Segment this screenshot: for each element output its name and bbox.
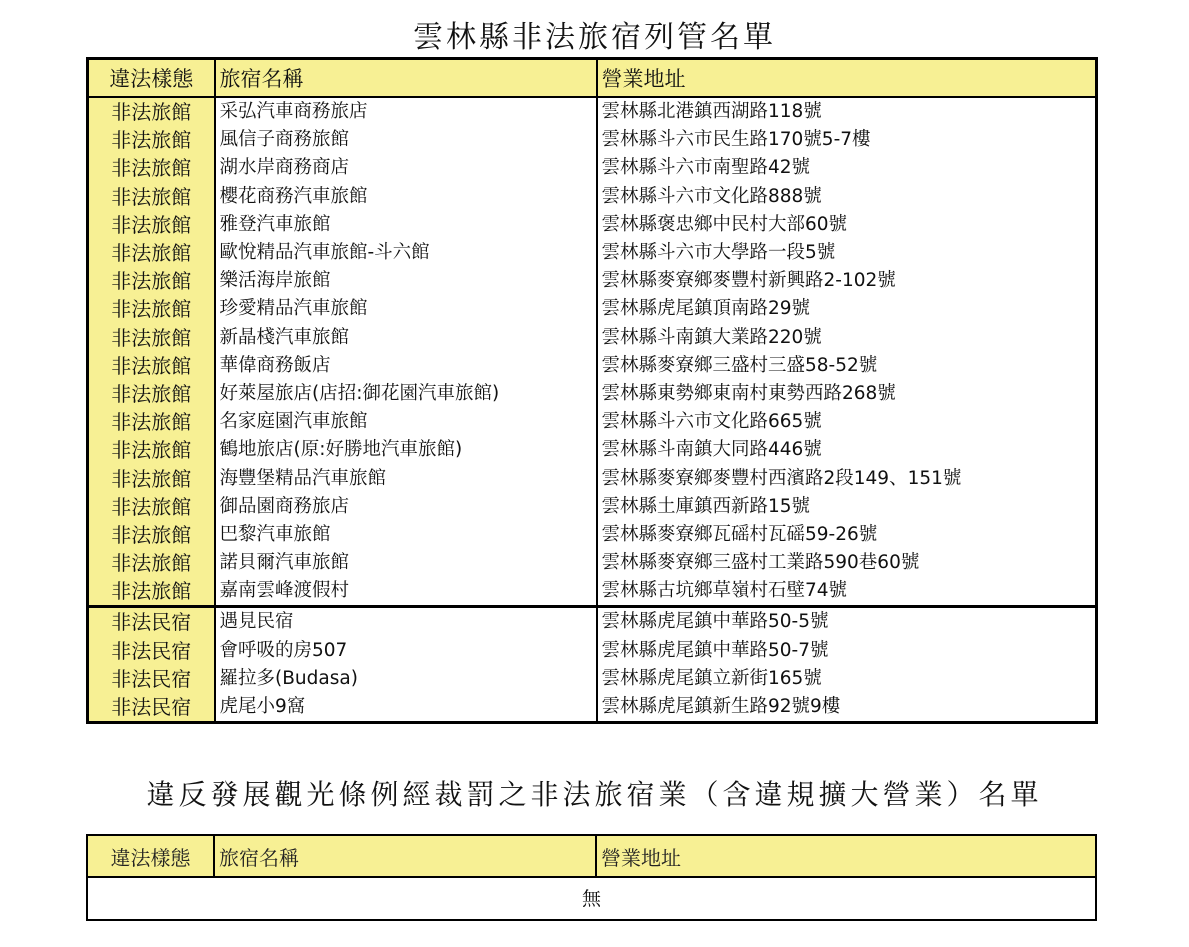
violation-type-cell: 非法旅館 — [88, 380, 215, 408]
address-cell: 雲林縣東勢鄉東南村東勢西路268號 — [597, 380, 1097, 408]
table-row — [88, 493, 1097, 521]
table-row — [87, 877, 1096, 920]
lodging-name-cell: 御品園商務旅店 — [215, 493, 597, 521]
table-header-row — [88, 59, 1097, 98]
lodging-name-cell: 珍愛精品汽車旅館 — [215, 295, 597, 323]
lodging-name-cell: 櫻花商務汽車旅館 — [215, 183, 597, 211]
violation-type-cell: 非法旅館 — [88, 521, 215, 549]
violation-type-cell: 非法旅館 — [88, 493, 215, 521]
violation-type-cell: 非法旅館 — [88, 324, 215, 352]
lodging-name-cell: 風信子商務旅館 — [215, 126, 597, 154]
lodging-name-cell: 樂活海岸旅館 — [215, 267, 597, 295]
table-row — [88, 324, 1097, 352]
lodging-name-cell: 鶴地旅店(原:好勝地汽車旅館) — [215, 436, 597, 464]
address-cell: 雲林縣土庫鎮西新路15號 — [597, 493, 1097, 521]
address-cell: 雲林縣麥寮鄉麥豐村新興路2-102號 — [597, 267, 1097, 295]
address-cell: 雲林縣北港鎮西湖路118號 — [597, 97, 1097, 126]
lodging-name-cell: 嘉南雲峰渡假村 — [215, 577, 597, 607]
violation-type-cell: 非法旅館 — [88, 183, 215, 211]
violation-type-cell: 非法旅館 — [88, 549, 215, 577]
address-cell: 雲林縣古坑鄉草嶺村石壁74號 — [597, 577, 1097, 607]
lodging-name-cell: 會呼吸的房507 — [215, 637, 597, 665]
violation-type-cell: 非法旅館 — [88, 211, 215, 239]
lodging-name-cell: 采弘汽車商務旅店 — [215, 97, 597, 126]
address-cell: 雲林縣斗六市文化路888號 — [597, 183, 1097, 211]
address-cell: 雲林縣虎尾鎮立新街165號 — [597, 665, 1097, 693]
lodging-name-cell: 雅登汽車旅館 — [215, 211, 597, 239]
address-cell: 雲林縣麥寮鄉麥豐村西濱路2段149、151號 — [597, 464, 1097, 492]
address-cell: 雲林縣虎尾鎮新生路92號9樓 — [597, 693, 1097, 723]
table-row — [88, 352, 1097, 380]
table-row — [88, 436, 1097, 464]
violation-type-cell: 非法旅館 — [88, 295, 215, 323]
address-cell: 雲林縣斗南鎮大業路220號 — [597, 324, 1097, 352]
lodging-name-cell: 名家庭園汽車旅館 — [215, 408, 597, 436]
table-header-row — [87, 835, 1096, 877]
lodging-name-cell: 羅拉多(Budasa) — [215, 665, 597, 693]
address-cell: 雲林縣麥寮鄉三盛村三盛58-52號 — [597, 352, 1097, 380]
table-row — [88, 665, 1097, 693]
table-row — [88, 154, 1097, 182]
table-row — [88, 183, 1097, 211]
table-row — [88, 97, 1097, 126]
lodging-name-cell: 巴黎汽車旅館 — [215, 521, 597, 549]
violation-type-cell: 非法旅館 — [88, 267, 215, 295]
violation-type-cell: 非法旅館 — [88, 97, 215, 126]
violation-type-cell: 非法旅館 — [88, 436, 215, 464]
address-cell: 雲林縣斗六市民生路170號5-7樓 — [597, 126, 1097, 154]
lodging-name-cell: 遇見民宿 — [215, 607, 597, 637]
address-cell: 雲林縣麥寮鄉瓦磘村瓦磘59-26號 — [597, 521, 1097, 549]
lodging-name-cell: 諾貝爾汽車旅館 — [215, 549, 597, 577]
table-row — [88, 408, 1097, 436]
lodging-name-cell: 好萊屋旅店(店招:御花園汽車旅館) — [215, 380, 597, 408]
header-lodging-name: 旅宿名稱 — [214, 835, 596, 877]
lodging-name-cell: 湖水岸商務商店 — [215, 154, 597, 182]
address-cell: 雲林縣斗六市文化路665號 — [597, 408, 1097, 436]
violation-type-cell: 非法旅館 — [88, 352, 215, 380]
lodging-name-cell: 虎尾小9窩 — [215, 693, 597, 723]
table-row — [88, 239, 1097, 267]
table-row — [88, 637, 1097, 665]
header-violation-type: 違法樣態 — [88, 59, 215, 98]
table-row — [88, 380, 1097, 408]
table-row — [88, 607, 1097, 637]
header-address: 營業地址 — [597, 59, 1097, 98]
address-cell: 雲林縣斗南鎮大同路446號 — [597, 436, 1097, 464]
violation-type-cell: 非法旅館 — [88, 239, 215, 267]
violation-type-cell: 非法民宿 — [88, 665, 215, 693]
lodging-name-cell: 海豐堡精品汽車旅館 — [215, 464, 597, 492]
table-row — [88, 267, 1097, 295]
address-cell: 雲林縣斗六市大學路一段5號 — [597, 239, 1097, 267]
table-row — [88, 464, 1097, 492]
violation-type-cell: 非法旅館 — [88, 408, 215, 436]
table-row — [88, 577, 1097, 607]
table-row — [88, 521, 1097, 549]
empty-notice: 無 — [87, 877, 1096, 920]
address-cell: 雲林縣虎尾鎮中華路50-5號 — [597, 607, 1097, 637]
table-row — [88, 549, 1097, 577]
header-lodging-name: 旅宿名稱 — [215, 59, 597, 98]
table-row — [88, 693, 1097, 723]
violation-type-cell: 非法民宿 — [88, 607, 215, 637]
violation-type-cell: 非法旅館 — [88, 577, 215, 607]
address-cell: 雲林縣麥寮鄉三盛村工業路590巷60號 — [597, 549, 1097, 577]
lodging-name-cell: 歐悅精品汽車旅館-斗六館 — [215, 239, 597, 267]
address-cell: 雲林縣虎尾鎮頂南路29號 — [597, 295, 1097, 323]
violation-type-cell: 非法民宿 — [88, 693, 215, 723]
table-row — [88, 126, 1097, 154]
illegal-lodging-table — [86, 57, 1098, 724]
section-title: 違反發展觀光條例經裁罰之非法旅宿業（含違規擴大營業）名單 — [146, 778, 1043, 811]
lodging-name-cell: 華偉商務飯店 — [215, 352, 597, 380]
violation-type-cell: 非法旅館 — [88, 154, 215, 182]
address-cell: 雲林縣褒忠鄉中民村大部60號 — [597, 211, 1097, 239]
violation-type-cell: 非法民宿 — [88, 637, 215, 665]
header-address: 營業地址 — [596, 835, 1096, 877]
page-title: 雲林縣非法旅宿列管名單 — [413, 20, 776, 55]
address-cell: 雲林縣斗六市南聖路42號 — [597, 154, 1097, 182]
table-row — [88, 211, 1097, 239]
lodging-name-cell: 新晶棧汽車旅館 — [215, 324, 597, 352]
violation-type-cell: 非法旅館 — [88, 464, 215, 492]
violation-type-cell: 非法旅館 — [88, 126, 215, 154]
header-violation-type: 違法樣態 — [87, 835, 214, 877]
table-row — [88, 295, 1097, 323]
penalized-lodging-table — [86, 834, 1097, 921]
address-cell: 雲林縣虎尾鎮中華路50-7號 — [597, 637, 1097, 665]
